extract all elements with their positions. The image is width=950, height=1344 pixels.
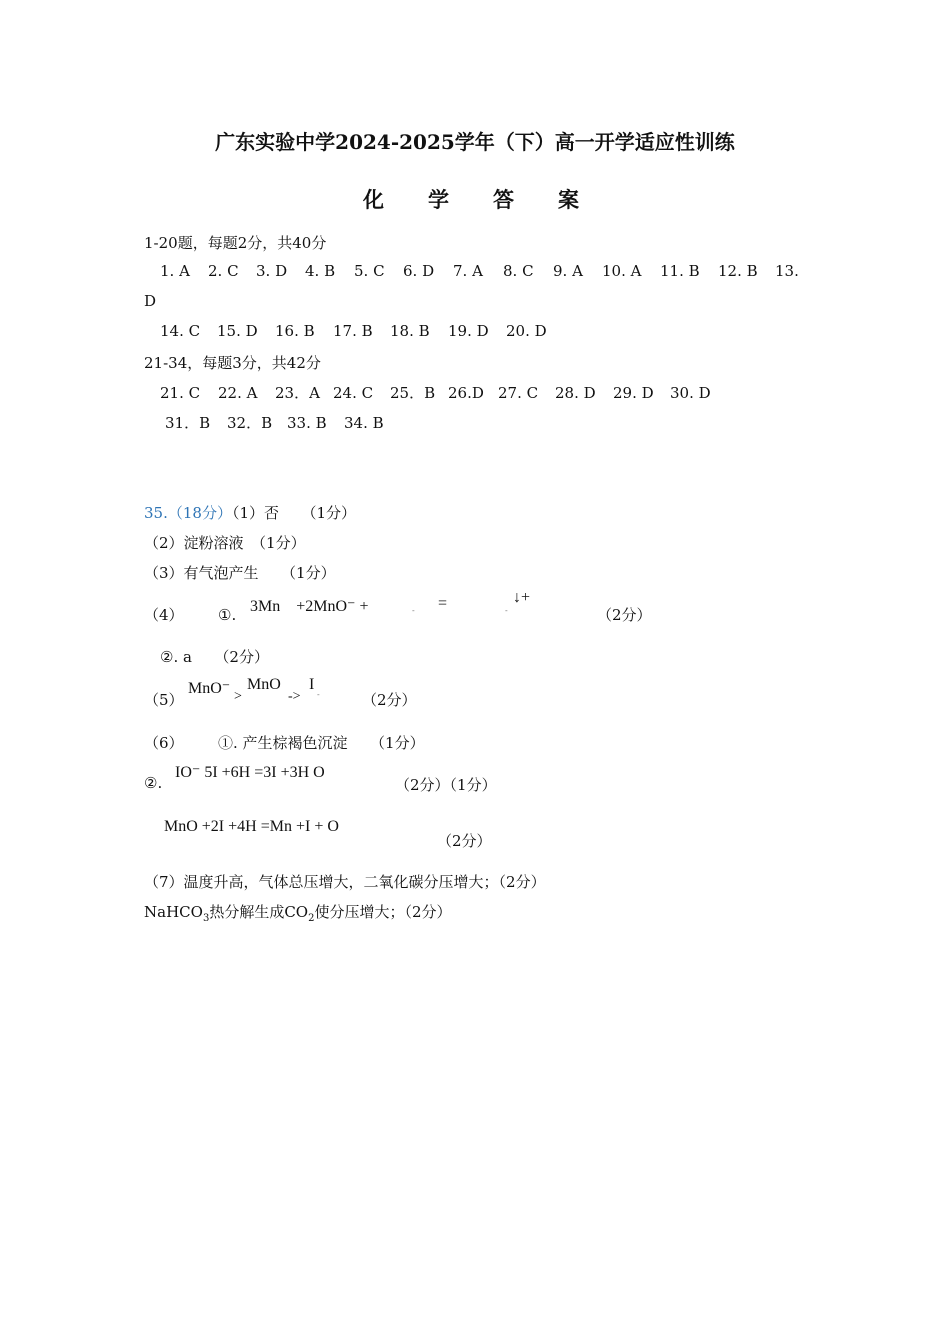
- q35-part6c-score: （2分）: [437, 832, 492, 850]
- document-title: 广东实验中学2024-2025学年（下）高一开学适应性训练: [215, 130, 735, 154]
- answer-item: 25．B: [390, 384, 436, 402]
- answer-item: 30. D: [670, 384, 711, 402]
- answer-item: 19. D: [448, 322, 489, 340]
- q35-part6-label: （6）: [144, 734, 184, 752]
- q35-part5-gt1: >: [234, 689, 242, 704]
- q35-part3: （3）有气泡产生 （1分）: [144, 564, 336, 582]
- equation-fragment: -: [317, 690, 320, 699]
- answer-item: 34. B: [344, 414, 384, 432]
- section2-heading: 21-34，每题3分，共42分: [144, 354, 321, 372]
- q35-part6b-score: （2分）（1分）: [395, 776, 497, 794]
- section2-answers-row2: [165, 412, 384, 433]
- answer-item: 20. D: [506, 322, 547, 340]
- answer-item: 31．B: [165, 414, 211, 432]
- answer-item: 32．B: [227, 414, 273, 432]
- equation-fragment: -: [505, 606, 508, 615]
- q35-part4b: ②. a （2分）: [160, 648, 269, 666]
- answer-item: 15. D: [217, 322, 258, 340]
- q35-part5-score: （2分）: [362, 691, 417, 709]
- section2-answers-row1: [160, 382, 711, 403]
- subscript: 3: [202, 913, 210, 924]
- answer-item: 18. B: [390, 322, 430, 340]
- answer-item: 23．A: [275, 384, 320, 402]
- answer-item: 24. C: [333, 384, 374, 402]
- answer-item: 3. D: [256, 262, 288, 280]
- answer-item: 7. A: [453, 262, 483, 280]
- section1-heading: 1-20题，每题2分，共40分: [144, 234, 327, 252]
- q35-part6b-label: ②.: [144, 774, 163, 792]
- answer-item: 14. C: [160, 322, 201, 340]
- q35-part1-text: （1）否 （1分）: [231, 504, 357, 522]
- answer-item: 10. A: [602, 262, 642, 280]
- q35-part6c-equation: MnO +2I +4H =Mn +I + O: [164, 818, 339, 835]
- answer-item: 4. B: [305, 262, 336, 280]
- q35-part5-eq1: MnO⁻: [188, 680, 231, 697]
- q35-number: 35.（18分）: [144, 504, 232, 522]
- q35-part4-sub: ①.: [218, 606, 237, 624]
- q35-part6b-equation: IO⁻ 5I +6H =3I +3H O: [175, 764, 325, 781]
- formula-text: 使分压增大；（2分）: [314, 903, 452, 921]
- q35-part5-gt2: ->: [288, 689, 301, 704]
- q35-part4-score: （2分）: [597, 606, 652, 624]
- answer-item: 12. B: [718, 262, 758, 280]
- answer-item: 22. A: [218, 384, 258, 402]
- answer-item: 9. A: [553, 262, 583, 280]
- q35-part4-equals: =: [438, 595, 448, 612]
- answer-item: 2. C: [208, 262, 239, 280]
- q35-part4-equation: 3Mn +2MnO⁻ +: [250, 598, 369, 615]
- answer-item: 27. C: [498, 384, 539, 402]
- q35-part7: （7）温度升高，气体总压增大，二氧化碳分压增大；（2分）: [144, 873, 546, 891]
- q35-part4-label: （4）: [144, 606, 184, 624]
- equation-fragment: -: [412, 606, 415, 615]
- q35-part4-arrow: ↓+: [513, 589, 531, 606]
- answer-item: 16. B: [275, 322, 315, 340]
- answer-item: 8. C: [503, 262, 534, 280]
- formula-text: NaHCO: [144, 903, 203, 921]
- answer-item: 11. B: [660, 262, 700, 280]
- section1-row1-wrap: D: [144, 292, 157, 310]
- q35-part5-eq2: MnO: [247, 676, 281, 693]
- answer-item: 33. B: [287, 414, 327, 432]
- q35-part5-label: （5）: [144, 691, 184, 709]
- q35-part2: （2）淀粉溶液 （1分）: [144, 534, 306, 552]
- answer-item: 13.: [775, 262, 799, 280]
- answer-item: 29. D: [613, 384, 654, 402]
- answer-item: 1. A: [160, 262, 190, 280]
- formula-text: 热分解生成CO: [209, 903, 309, 921]
- answer-item: 26.D: [448, 384, 484, 402]
- answer-item: 5. C: [354, 262, 385, 280]
- subscript: 2: [308, 913, 315, 924]
- q35-part5-eq3: I: [309, 676, 315, 693]
- section1-answers-row1: [160, 262, 799, 280]
- q35-part6-text: ①. 产生棕褐色沉淀 （1分）: [218, 734, 425, 752]
- q35-part7b: [144, 901, 452, 924]
- answer-item: 28. D: [555, 384, 596, 402]
- section1-answers-row2: [160, 322, 547, 340]
- answer-item: 17. B: [333, 322, 373, 340]
- answer-item: 6. D: [403, 262, 435, 280]
- q35-part1: [144, 502, 356, 523]
- answer-item: 21. C: [160, 384, 201, 402]
- document-subtitle: 化学答案: [363, 187, 623, 212]
